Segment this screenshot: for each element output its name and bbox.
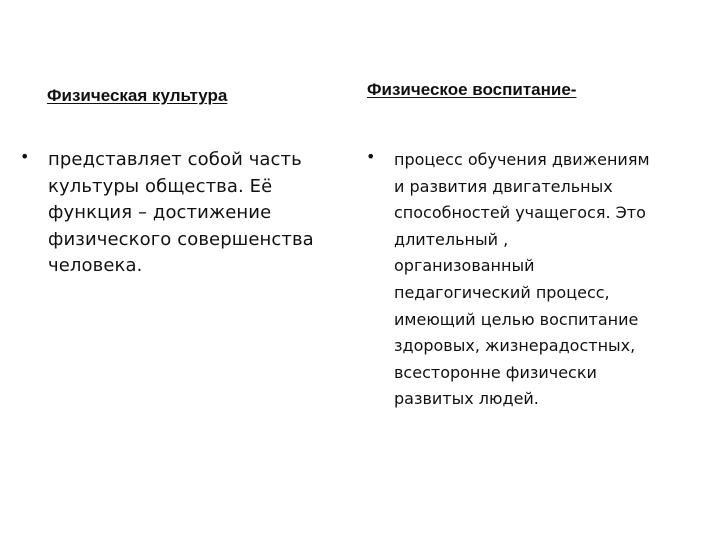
text-line: педагогический процесс, [394, 282, 610, 302]
text-line: развитых людей. [394, 389, 539, 409]
text-line: функция – достижение [48, 202, 272, 223]
text-line: здоровых, жизнерадостных, [394, 336, 636, 356]
text-line: и развития двигательных [394, 176, 613, 196]
text-line: представляет собой часть [48, 149, 302, 170]
right-bullet-text [394, 147, 650, 413]
text-line: длительный , [394, 229, 509, 249]
text-line: способностей учащегося. Это [394, 203, 646, 223]
text-line: процесс обучения движениям [394, 150, 650, 169]
left-bullet-text [48, 147, 314, 280]
text-line: физического совершенства [48, 228, 314, 250]
text-line: всесторонне физически [394, 362, 597, 382]
bullet-icon: • [366, 147, 376, 166]
bullet-icon: • [20, 147, 30, 166]
text-line: человека. [48, 255, 143, 276]
right-heading: Физическое воспитание- [367, 80, 577, 99]
text-line: культуры общества. Её [48, 175, 273, 197]
left-heading: Физическая культура [47, 86, 228, 105]
text-line: организованный [394, 256, 535, 276]
text-line: имеющий целью воспитание [394, 309, 639, 329]
